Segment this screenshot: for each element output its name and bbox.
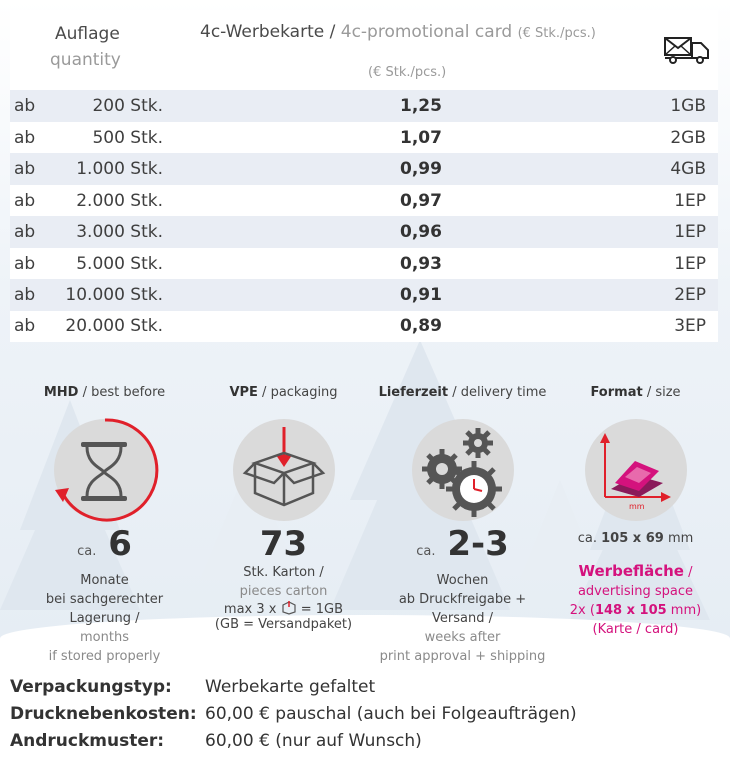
format-circle xyxy=(585,419,687,521)
row-prefix: ab xyxy=(14,222,36,242)
svg-text:mm: mm xyxy=(628,502,645,511)
small-box-icon xyxy=(281,601,297,615)
format-info xyxy=(548,385,723,639)
quantity-header-de: Auflage xyxy=(55,24,120,44)
packaging-type-value: Werbekarte gefaltet xyxy=(205,677,376,697)
proof-sample-label: Andruckmuster: xyxy=(10,731,165,751)
packaging-type-label: Verpackungstyp: xyxy=(10,677,172,697)
product-header xyxy=(200,22,596,42)
advertising-space-title: Werbefläche / xyxy=(578,562,693,580)
row-shipping: 1GB xyxy=(670,96,706,116)
row-price: 0,99 xyxy=(400,159,442,179)
product-header-en: 4c-promotional card xyxy=(340,22,513,42)
best-before-line-4: if stored properly xyxy=(48,649,161,664)
packaging-value: 73 xyxy=(259,524,308,564)
additional-costs-value: 60,00 € pauschal (auch bei Folgeaufträgen) xyxy=(205,704,577,724)
best-before-line-3: months xyxy=(80,630,129,645)
packaging-info xyxy=(196,385,371,632)
proof-sample-row xyxy=(10,731,422,751)
best-before-circle xyxy=(54,419,156,521)
additional-costs-row xyxy=(10,704,577,724)
table-row xyxy=(10,248,718,280)
table-row xyxy=(10,90,718,122)
row-prefix: ab xyxy=(14,96,36,116)
row-price: 1,25 xyxy=(400,96,442,116)
packaging-line-3: max 3 x = 1GB xyxy=(223,602,344,617)
row-shipping: 2EP xyxy=(674,285,706,305)
table-row xyxy=(10,122,718,154)
row-shipping: 1EP xyxy=(674,191,706,211)
table-row xyxy=(10,279,718,311)
row-quantity: 1.000 Stk. xyxy=(76,159,163,179)
format-size: ca. 105 x 69 mm xyxy=(577,531,694,546)
row-prefix: ab xyxy=(14,159,36,179)
packaging-line-2: pieces carton xyxy=(239,584,328,599)
row-quantity: 2.000 Stk. xyxy=(76,191,163,211)
row-shipping: 1EP xyxy=(674,222,706,242)
price-table xyxy=(10,10,718,342)
best-before-info xyxy=(17,385,192,666)
format-title: Format / size xyxy=(590,385,681,400)
row-prefix: ab xyxy=(14,128,36,148)
gears-clock-icon xyxy=(412,419,514,521)
delivery-time-circle xyxy=(412,419,514,521)
proof-sample-value: 60,00 € (nur auf Wunsch) xyxy=(205,731,422,751)
hourglass-icon xyxy=(51,416,159,524)
best-before-title: MHD / best before xyxy=(43,385,166,400)
advertising-space-line-2: advertising space xyxy=(577,584,694,599)
folded-card-dimensions-icon xyxy=(585,419,687,521)
row-quantity: 200 Stk. xyxy=(92,96,163,116)
packaging-line-4: (GB = Versandpaket) xyxy=(214,617,353,632)
table-row xyxy=(10,216,718,248)
best-before-value: ca. 6 xyxy=(77,524,132,564)
row-price: 0,93 xyxy=(400,254,442,274)
table-row xyxy=(10,310,718,342)
row-price: 0,97 xyxy=(400,191,442,211)
packaging-circle xyxy=(233,419,335,521)
row-shipping: 2GB xyxy=(670,128,706,148)
row-quantity: 10.000 Stk. xyxy=(65,285,163,305)
table-row xyxy=(10,153,718,185)
row-quantity: 3.000 Stk. xyxy=(76,222,163,242)
additional-costs-label: Drucknebenkosten: xyxy=(10,704,197,724)
row-prefix: ab xyxy=(14,316,36,336)
table-row xyxy=(10,185,718,217)
row-shipping: 4GB xyxy=(670,159,706,179)
envelope-truck-icon xyxy=(664,36,710,64)
row-price: 1,07 xyxy=(400,128,442,148)
row-price: 0,96 xyxy=(400,222,442,242)
row-quantity: 5.000 Stk. xyxy=(76,254,163,274)
packaging-type-row xyxy=(10,677,375,697)
advertising-space-line-3: 2x (148 x 105 mm) xyxy=(569,603,702,618)
row-quantity: 20.000 Stk. xyxy=(65,316,163,336)
box-icon xyxy=(233,419,335,521)
delivery-time-title: Lieferzeit / delivery time xyxy=(378,385,547,400)
delivery-time-value: ca. 2-3 xyxy=(416,524,509,564)
row-price: 0,89 xyxy=(400,316,442,336)
quantity-header-en: quantity xyxy=(50,50,121,70)
best-before-line-2: bei sachgerechter Lagerung / xyxy=(45,592,164,626)
delivery-time-info xyxy=(375,385,550,666)
packaging-line-1: Stk. Karton / xyxy=(243,565,324,580)
row-quantity: 500 Stk. xyxy=(92,128,163,148)
product-header-de: 4c-Werbekarte xyxy=(200,22,325,42)
row-price: 0,91 xyxy=(400,285,442,305)
packaging-title: VPE / packaging xyxy=(229,385,338,400)
delivery-time-line-1: Wochen xyxy=(436,573,489,588)
row-prefix: ab xyxy=(14,191,36,211)
delivery-time-line-4: print approval + shipping xyxy=(379,649,546,664)
row-prefix: ab xyxy=(14,285,36,305)
unit-below: (€ Stk./pcs.) xyxy=(368,65,447,80)
best-before-line-1: Monate xyxy=(80,573,129,588)
unit-inline: (€ Stk./pcs.) xyxy=(517,26,596,41)
row-shipping: 1EP xyxy=(674,254,706,274)
product-header-sep: / xyxy=(324,22,341,42)
delivery-time-line-3: weeks after xyxy=(424,630,501,645)
delivery-time-line-2: ab Druckfreigabe + Versand / xyxy=(398,592,527,626)
advertising-space-line-4: (Karte / card) xyxy=(592,622,679,637)
row-prefix: ab xyxy=(14,254,36,274)
row-shipping: 3EP xyxy=(674,316,706,336)
